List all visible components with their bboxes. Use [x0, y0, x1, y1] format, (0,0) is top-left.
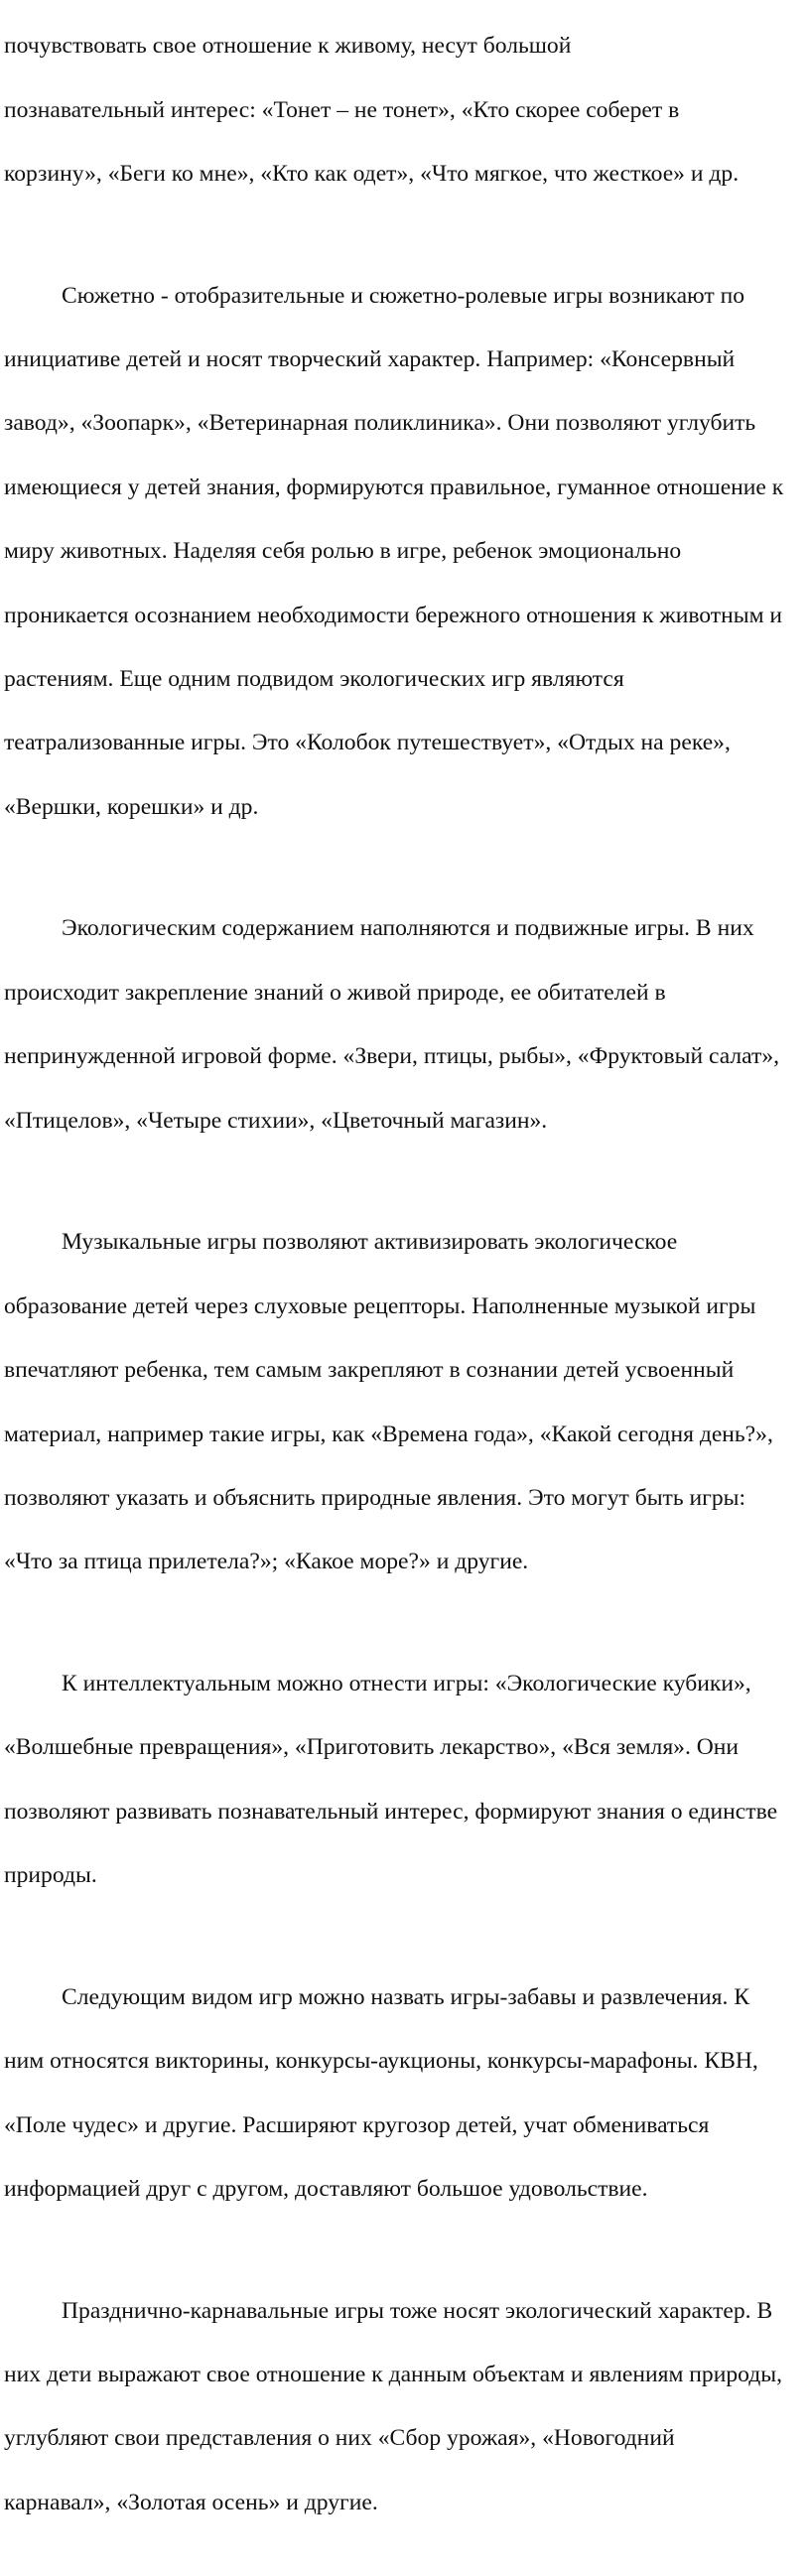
- text-line: «Что за птица прилетела?»; «Какое море?» и другие.: [4, 1549, 529, 1575]
- paragraph-role-games: [4, 247, 808, 855]
- document-page: [4, 0, 808, 2576]
- text-line: Следующим видом игр можно назвать игры-забавы и развлечения. К: [62, 1983, 750, 2010]
- text-line: корзину», «Беги ко мне», «Кто как одет», «Что мягкое, что жесткое» и др.: [4, 161, 740, 188]
- text-line: карнавал», «Золотая осень» и другие.: [4, 2489, 378, 2515]
- text-line: «Птицелов», «Четыре стихии», «Цветочный магазин».: [4, 1107, 548, 1134]
- text-line: театрализованные игры. Это «Колобок путешествует», «Отдых на реке»,: [4, 730, 731, 756]
- text-line: впечатляют ребенка, тем самым закрепляют в сознании детей усвоенный: [4, 1357, 735, 1384]
- paragraph-active-games: [4, 881, 808, 1168]
- text-line: них дети выражают свое отношение к данным объектам и явлениям природы,: [4, 2362, 783, 2388]
- text-line: инициативе детей и носят творческий характер. Например: «Консервный: [4, 346, 736, 373]
- text-line: позволяют развивать познавательный интерес, формируют знания о единстве: [4, 1798, 778, 1825]
- text-line: материал, например такие игры, как «Времена года», «Какой сегодня день?»,: [4, 1421, 773, 1447]
- text-line: углубляют свои представления о них «Сбор урожая», «Новогодний: [4, 2425, 675, 2452]
- text-line: «Волшебные превращения», «Приготовить лекарство», «Вся земля». Они: [4, 1734, 740, 1761]
- text-line: непринужденной игровой форме. «Звери, птицы, рыбы», «Фруктовый салат»,: [4, 1043, 780, 1070]
- text-line: Празднично-карнавальные игры тоже носят экологический характер. В: [62, 2297, 773, 2324]
- text-line: «Поле чудес» и другие. Расширяют кругозор детей, учат обмениваться: [4, 2111, 710, 2138]
- text-line: растениям. Еще одним подвидом экологических игр являются: [4, 666, 624, 693]
- paragraph-music-games: [4, 1194, 808, 1610]
- text-line: почувствовать свое отношение к живому, несут большой: [4, 33, 572, 60]
- text-line: информацией друг с другом, доставляют большое удовольствие.: [4, 2176, 648, 2202]
- text-line: Сюжетно - отобразительные и сюжетно-ролевые игры возникают по: [62, 282, 744, 309]
- text-line: имеющиеся у детей знания, формируются правильное, гуманное отношение к: [4, 474, 784, 500]
- text-line: «Вершки, корешки» и др.: [4, 793, 259, 820]
- paragraph-continuation: [4, 0, 808, 221]
- text-line: Музыкальные игры позволяют активизировать экологическое: [62, 1229, 678, 1256]
- paragraph-fun-games: [4, 1950, 808, 2237]
- text-line: миру животных. Наделяя себя ролью в игре, ребенок эмоционально: [4, 538, 682, 565]
- text-line: К интеллектуальным можно отнести игры: «Экологические кубики»,: [62, 1670, 751, 1696]
- text-line: образование детей через слуховые рецепторы. Наполненные музыкой игры: [4, 1292, 756, 1319]
- text-line: природы.: [4, 1862, 97, 1889]
- text-line: завод», «Зоопарк», «Ветеринарная поликлиника». Они позволяют углубить: [4, 410, 756, 437]
- text-line: Экологическим содержанием наполняются и подвижные игры. В них: [62, 915, 754, 942]
- text-line: ним относятся викторины, конкурсы-аукционы, конкурсы-марафоны. КВН,: [4, 2048, 758, 2075]
- text-line: позволяют указать и объяснить природные явления. Это могут быть игры:: [4, 1484, 746, 1511]
- text-line: познавательный интерес: «Тонет – не тонет», «Кто скорее соберет в: [4, 96, 680, 123]
- text-line: проникается осознанием необходимости бережного отношения к животным и: [4, 602, 783, 628]
- paragraph-carnival-games: [4, 2262, 808, 2550]
- paragraph-intellectual-games: [4, 1636, 808, 1924]
- text-line: происходит закрепление знаний о живой природе, ее обитателей в: [4, 979, 666, 1006]
